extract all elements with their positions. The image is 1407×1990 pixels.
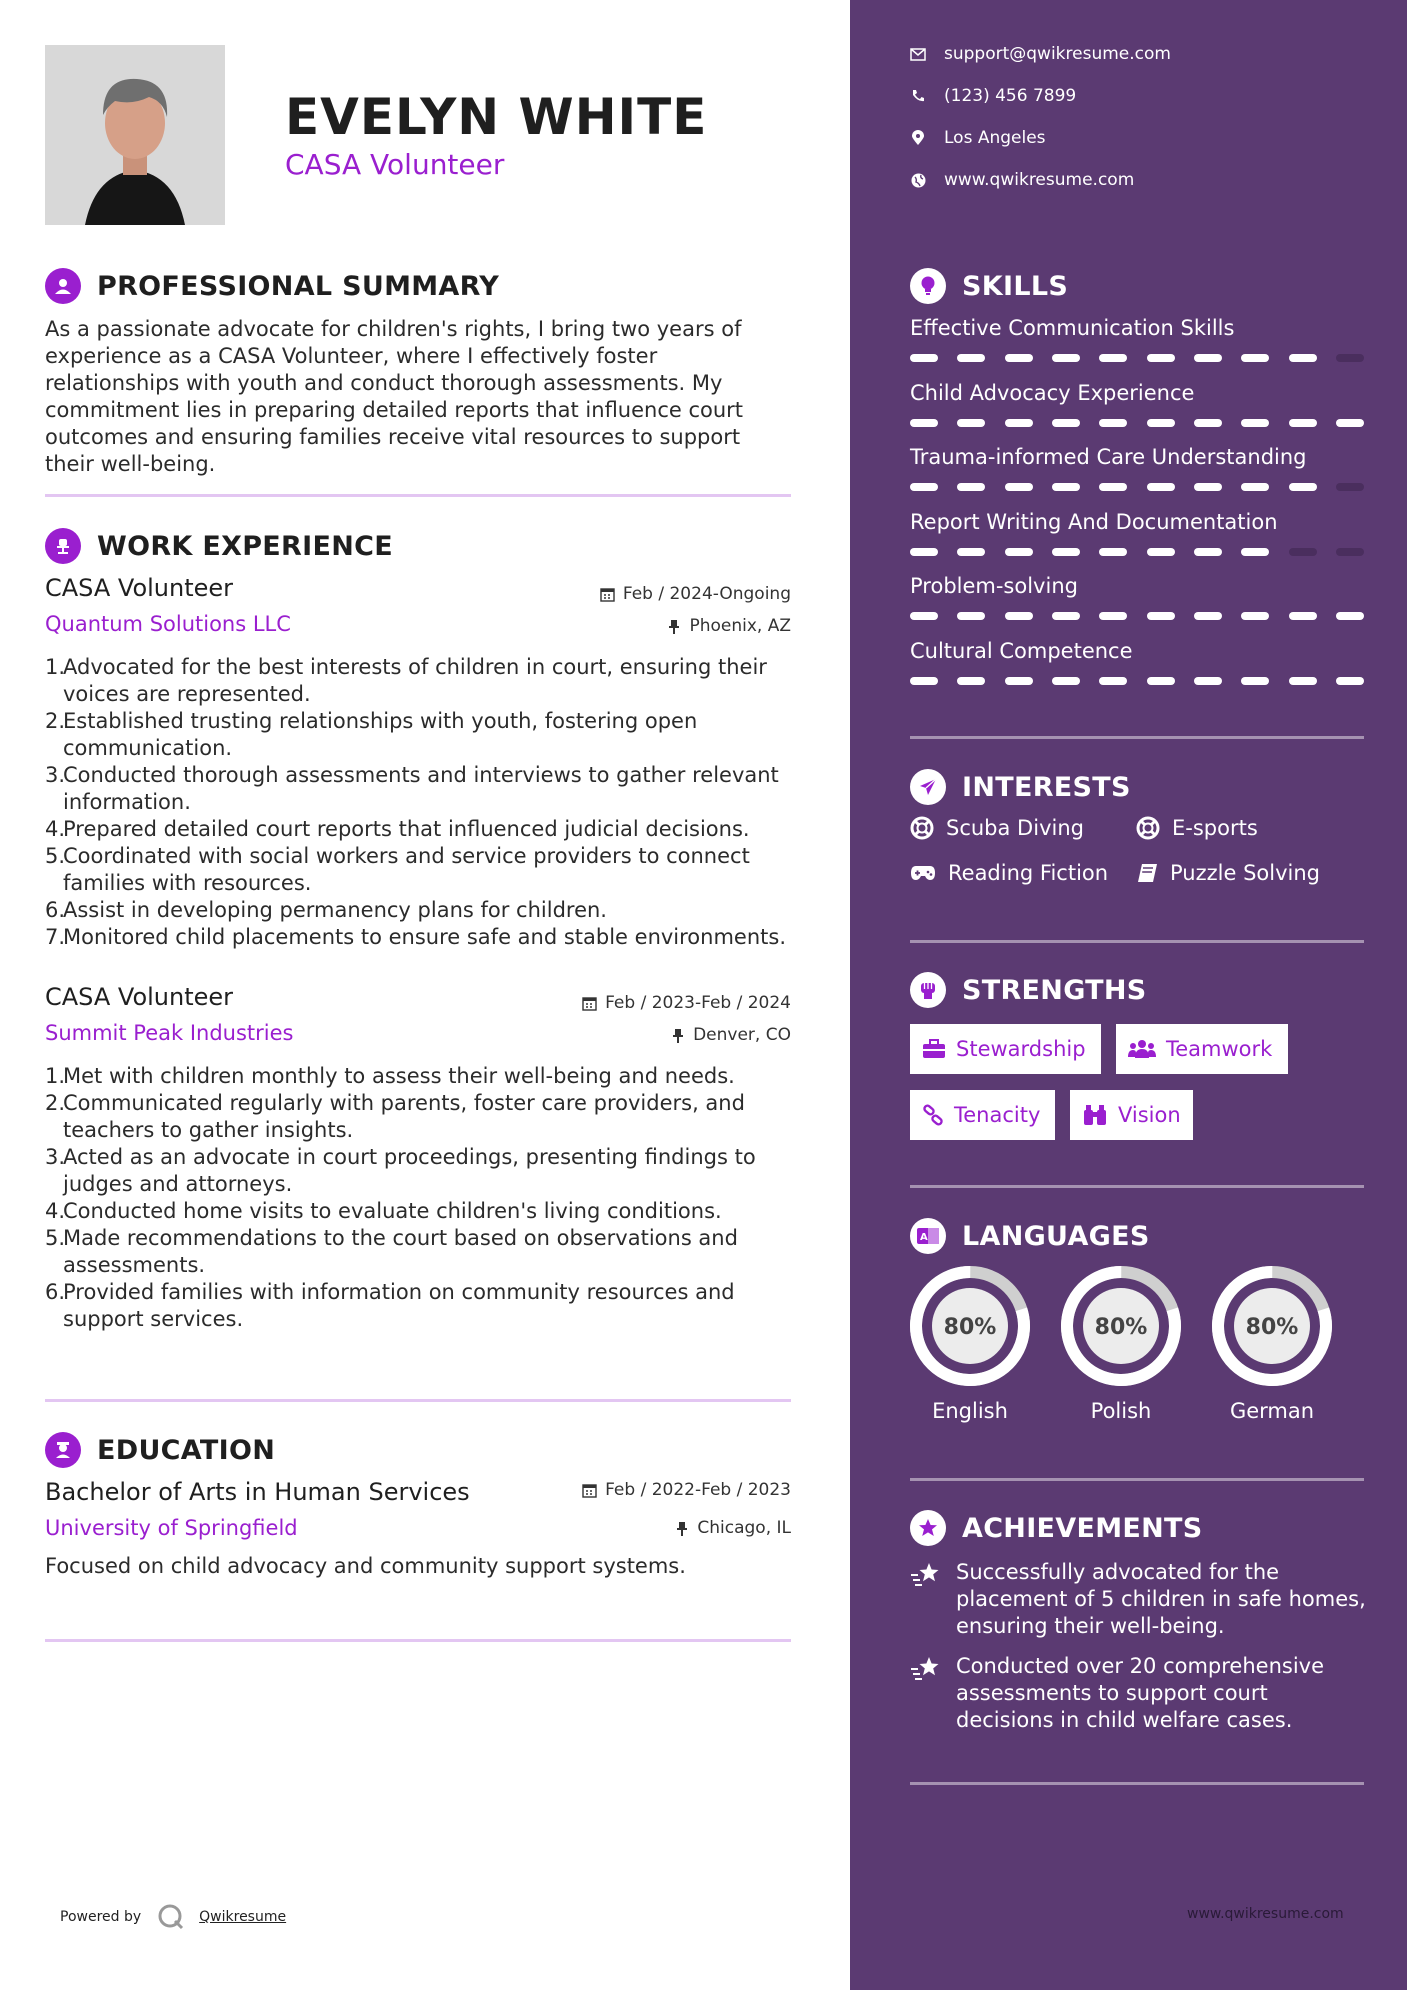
pin-icon <box>675 1521 689 1536</box>
skill-level-dash <box>1099 483 1127 491</box>
pin-icon <box>667 619 681 634</box>
strength-label: Teamwork <box>1166 1037 1273 1061</box>
list-item: 1. Advocated for the best interests of children in court, ensuring their voices are represented. <box>45 655 767 706</box>
skill-level-dash <box>1005 677 1033 685</box>
skill-level-dash <box>1289 677 1317 685</box>
language-item <box>909 1265 1031 1423</box>
summary-header <box>45 268 499 304</box>
summary-title: PROFESSIONAL SUMMARY <box>97 270 500 302</box>
language-progress-ring <box>909 1265 1031 1387</box>
user-icon <box>45 268 81 304</box>
skill-level-dash <box>1005 548 1033 556</box>
skill-level-dash <box>1336 354 1364 362</box>
skill-level-dash <box>1052 354 1080 362</box>
skill-name: Cultural Competence <box>910 638 1133 663</box>
list-item: 6. Provided families with information on community resources and support services. <box>45 1280 735 1331</box>
list-item: 5. Coordinated with social workers and service providers to connect families with resources. <box>45 844 750 895</box>
translate-icon <box>910 1218 946 1254</box>
skill-level-dash <box>957 612 985 620</box>
gamepad-icon <box>910 864 936 882</box>
skill-level-dash <box>910 483 938 491</box>
interests-title: INTERESTS <box>962 771 1131 803</box>
education-date-text: Feb / 2022-Feb / 2023 <box>605 1480 791 1500</box>
shooting-star-icon <box>910 1559 946 1640</box>
job-location-text: Denver, CO <box>693 1025 791 1045</box>
skill-level-dash <box>1336 483 1364 491</box>
experience-header <box>45 528 393 564</box>
strength-tag <box>1116 1024 1288 1074</box>
job-location <box>667 616 791 636</box>
job-date-text: Feb / 2024-Ongoing <box>622 584 791 604</box>
languages-title: LANGUAGES <box>962 1220 1150 1252</box>
lifebuoy-icon <box>910 816 934 840</box>
skill-level-dash <box>910 548 938 556</box>
skill-level-dash <box>910 612 938 620</box>
skill-level-dash <box>1289 548 1317 556</box>
education-location <box>675 1518 791 1538</box>
skill-name: Trauma-informed Care Understanding <box>910 445 1307 469</box>
skill-level-bar <box>910 354 1364 362</box>
list-item: 4. Prepared detailed court reports that influenced judicial decisions. <box>45 817 750 841</box>
education-date <box>582 1480 791 1500</box>
list-item: 3. Conducted thorough assessments and interviews to gather relevant information. <box>45 763 779 814</box>
skill-level-dash <box>1194 354 1222 362</box>
language-name: English <box>932 1399 1008 1423</box>
skill-level-dash <box>1052 677 1080 685</box>
skill-level-dash <box>1005 612 1033 620</box>
skill-level-dash <box>1147 483 1175 491</box>
skill-level-dash <box>1005 354 1033 362</box>
language-name: German <box>1229 1399 1315 1423</box>
link-icon <box>922 1104 944 1126</box>
skill-level-dash <box>1336 677 1364 685</box>
list-item: 7. Monitored child placements to ensure safe and stable environments. <box>45 925 787 949</box>
achievement-text: Successfully advocated for the placement of 5 children in safe homes, ensuring their well-being. <box>956 1560 1366 1638</box>
skill-level-bar <box>910 483 1364 491</box>
interests-header <box>910 769 1131 805</box>
section-divider <box>910 1185 1364 1188</box>
education-title: EDUCATION <box>97 1434 276 1466</box>
skill-name: Report Writing And Documentation <box>910 509 1278 534</box>
contact-phone-text: (123) 456 7899 <box>944 86 1077 106</box>
skill-level-bar <box>910 677 1364 685</box>
skill-level-dash <box>957 354 985 362</box>
list-item: 6. Assist in developing permanency plans for children. <box>45 898 607 922</box>
experience-title: WORK EXPERIENCE <box>97 530 393 562</box>
interest-label: Puzzle Solving <box>1170 861 1320 885</box>
strength-label: Tenacity <box>954 1103 1041 1127</box>
interest-item <box>1136 861 1320 885</box>
skill-level-dash <box>1147 354 1175 362</box>
skill-level-dash <box>1005 483 1033 491</box>
interest-label: Scuba Diving <box>946 816 1084 840</box>
powered-by <box>60 1903 286 1931</box>
candidate-role: CASA Volunteer <box>285 148 505 181</box>
contact-website[interactable] <box>910 170 1134 190</box>
footer-website[interactable]: www.qwikresume.com <box>1187 1906 1344 1922</box>
strength-label: Vision <box>1118 1103 1181 1127</box>
skill-level-dash <box>1241 419 1269 427</box>
skill-level-dash <box>1241 483 1269 491</box>
skill-level-dash <box>957 677 985 685</box>
section-divider <box>910 736 1364 739</box>
skill-level-dash <box>1099 419 1127 427</box>
job-bullets <box>45 1063 795 1333</box>
job-location-text: Phoenix, AZ <box>689 616 791 636</box>
strength-tag <box>1070 1090 1193 1140</box>
skill-level-dash <box>1005 419 1033 427</box>
svg-text:A: A <box>920 1232 928 1243</box>
strengths-title: STRENGTHS <box>962 974 1147 1006</box>
section-divider <box>45 1399 791 1402</box>
achievement-item <box>910 1559 1370 1640</box>
powered-by-label: Powered by <box>60 1909 142 1925</box>
contact-email-text: support@qwikresume.com <box>944 44 1171 64</box>
education-text: Focused on child advocacy and community support systems. <box>45 1554 686 1578</box>
skill-level-dash <box>957 419 985 427</box>
calendar-icon <box>600 587 615 602</box>
company-name: Quantum Solutions LLC <box>45 612 291 636</box>
list-item: 2. Established trusting relationships with youth, fostering open communication. <box>45 709 698 760</box>
company-name: Summit Peak Industries <box>45 1021 294 1045</box>
job-title: CASA Volunteer <box>45 574 234 602</box>
users-icon <box>1128 1039 1156 1059</box>
education-header <box>45 1432 275 1468</box>
book-icon <box>1136 863 1158 883</box>
skill-level-dash <box>1241 677 1269 685</box>
languages-header <box>910 1218 1150 1254</box>
degree-title: Bachelor of Arts in Human Services <box>45 1478 470 1506</box>
interest-item <box>1136 816 1258 840</box>
skill-level-dash <box>1336 419 1364 427</box>
achievement-item <box>910 1653 1370 1734</box>
job-location <box>671 1025 791 1045</box>
skill-name: Effective Communication Skills <box>910 316 1235 340</box>
job-bullets <box>45 654 795 951</box>
strength-tag <box>910 1024 1101 1074</box>
binoculars-icon <box>1082 1104 1108 1126</box>
skill-level-dash <box>1052 612 1080 620</box>
skill-level-dash <box>1336 548 1364 556</box>
skill-level-dash <box>1052 419 1080 427</box>
skill-level-dash <box>1289 354 1317 362</box>
shooting-star-icon <box>910 1653 946 1734</box>
qwikresume-logo-icon <box>157 1903 185 1931</box>
skill-level-dash <box>957 483 985 491</box>
achievement-text: Conducted over 20 comprehensive assessments to support court decisions in child welfare cases. <box>956 1654 1325 1732</box>
skill-level-dash <box>1099 612 1127 620</box>
interest-item <box>910 861 1108 885</box>
skill-level-dash <box>1289 612 1317 620</box>
interest-item <box>910 816 1084 840</box>
achievements-title: ACHIEVEMENTS <box>962 1512 1203 1544</box>
section-divider <box>910 940 1364 943</box>
skill-level-dash <box>910 677 938 685</box>
skill-level-dash <box>1099 354 1127 362</box>
language-progress-ring <box>1060 1265 1182 1387</box>
list-item: 5. Made recommendations to the court based on observations and assessments. <box>45 1226 738 1277</box>
star-icon <box>910 1510 946 1546</box>
paper-plane-icon <box>910 769 946 805</box>
section-divider <box>45 1639 791 1642</box>
skill-level-dash <box>1147 612 1175 620</box>
phone-icon <box>910 88 926 104</box>
skill-level-dash <box>1052 548 1080 556</box>
job-title: CASA Volunteer <box>45 983 234 1011</box>
list-item: 1. Met with children monthly to assess their well-being and needs. <box>45 1064 735 1088</box>
candidate-name: EVELYN WHITE <box>285 88 708 146</box>
skill-level-dash <box>1147 548 1175 556</box>
skill-level-dash <box>910 354 938 362</box>
brand-link[interactable]: Qwikresume <box>199 1909 287 1925</box>
achievements-header <box>910 1510 1203 1546</box>
job-date <box>600 584 791 604</box>
lifebuoy-icon <box>1136 816 1160 840</box>
summary-text: As a passionate advocate for children's rights, I bring two years of experience as a CASA Volunteer, where I effectively foster relationships with youth and conduct thorough assessments. My commitment lies in preparing detailed reports that influence court outcomes and ensuring families receive vital resources to support their well-being. <box>45 317 744 476</box>
job-date <box>582 993 791 1013</box>
skill-level-dash <box>1052 483 1080 491</box>
avatar <box>45 45 225 225</box>
list-item: 3. Acted as an advocate in court proceedings, presenting findings to judges and attorneys. <box>45 1145 756 1196</box>
language-percent: 80% <box>1245 1315 1299 1340</box>
school-name: University of Springfield <box>45 1516 298 1540</box>
language-item <box>1060 1265 1182 1423</box>
contact-email[interactable] <box>910 44 1171 64</box>
skill-level-bar <box>910 419 1364 427</box>
profile-photo <box>45 45 225 225</box>
skill-name: Problem-solving <box>910 574 1078 598</box>
briefcase-icon <box>922 1039 946 1059</box>
contact-phone[interactable] <box>910 86 1076 106</box>
calendar-icon <box>582 1483 597 1498</box>
sidebar <box>850 0 1407 1990</box>
interest-label: Reading Fiction <box>948 861 1109 885</box>
envelope-icon <box>910 46 926 62</box>
skill-level-dash <box>1147 677 1175 685</box>
interest-label: E-sports <box>1172 816 1258 840</box>
strength-label: Stewardship <box>956 1037 1086 1061</box>
skill-level-dash <box>1147 419 1175 427</box>
skill-level-dash <box>1194 677 1222 685</box>
contact-location <box>910 128 1046 148</box>
skill-level-dash <box>1194 548 1222 556</box>
strength-tag <box>910 1090 1055 1140</box>
calendar-icon <box>582 996 597 1011</box>
skill-level-dash <box>1241 548 1269 556</box>
education-location-text: Chicago, IL <box>697 1518 791 1538</box>
skill-level-dash <box>910 419 938 427</box>
strengths-header <box>910 972 1147 1008</box>
contact-location-text: Los Angeles <box>944 128 1046 148</box>
skills-header <box>910 268 1068 304</box>
language-item <box>1211 1265 1333 1423</box>
skill-name: Child Advocacy Experience <box>910 380 1195 405</box>
language-percent: 80% <box>1094 1315 1148 1340</box>
pin-icon <box>671 1028 685 1043</box>
language-percent: 80% <box>943 1315 997 1340</box>
chair-icon <box>45 528 81 564</box>
fist-icon <box>910 972 946 1008</box>
section-divider <box>910 1782 1364 1785</box>
skill-level-dash <box>957 548 985 556</box>
graduate-icon <box>45 1432 81 1468</box>
skill-level-dash <box>1241 354 1269 362</box>
skill-level-bar <box>910 548 1364 556</box>
contact-website-text: www.qwikresume.com <box>944 170 1135 190</box>
skill-level-dash <box>1289 419 1317 427</box>
section-divider <box>910 1478 1364 1481</box>
list-item: 4. Conducted home visits to evaluate children's living conditions. <box>45 1199 722 1223</box>
skill-level-dash <box>1289 483 1317 491</box>
skill-level-dash <box>1099 677 1127 685</box>
globe-icon <box>910 172 926 188</box>
map-marker-icon <box>910 130 926 146</box>
skill-level-bar <box>910 612 1364 620</box>
skill-level-dash <box>1194 419 1222 427</box>
skills-title: SKILLS <box>962 270 1069 302</box>
lightbulb-icon <box>910 268 946 304</box>
language-progress-ring <box>1211 1265 1333 1387</box>
skill-level-dash <box>1336 612 1364 620</box>
skill-level-dash <box>1194 612 1222 620</box>
skill-level-dash <box>1194 483 1222 491</box>
section-divider <box>45 494 791 497</box>
skill-level-dash <box>1241 612 1269 620</box>
language-name: Polish <box>1090 1399 1152 1423</box>
skill-level-dash <box>1099 548 1127 556</box>
list-item: 2. Communicated regularly with parents, foster care providers, and teachers to gather insights. <box>45 1091 745 1142</box>
job-date-text: Feb / 2023-Feb / 2024 <box>605 993 791 1013</box>
